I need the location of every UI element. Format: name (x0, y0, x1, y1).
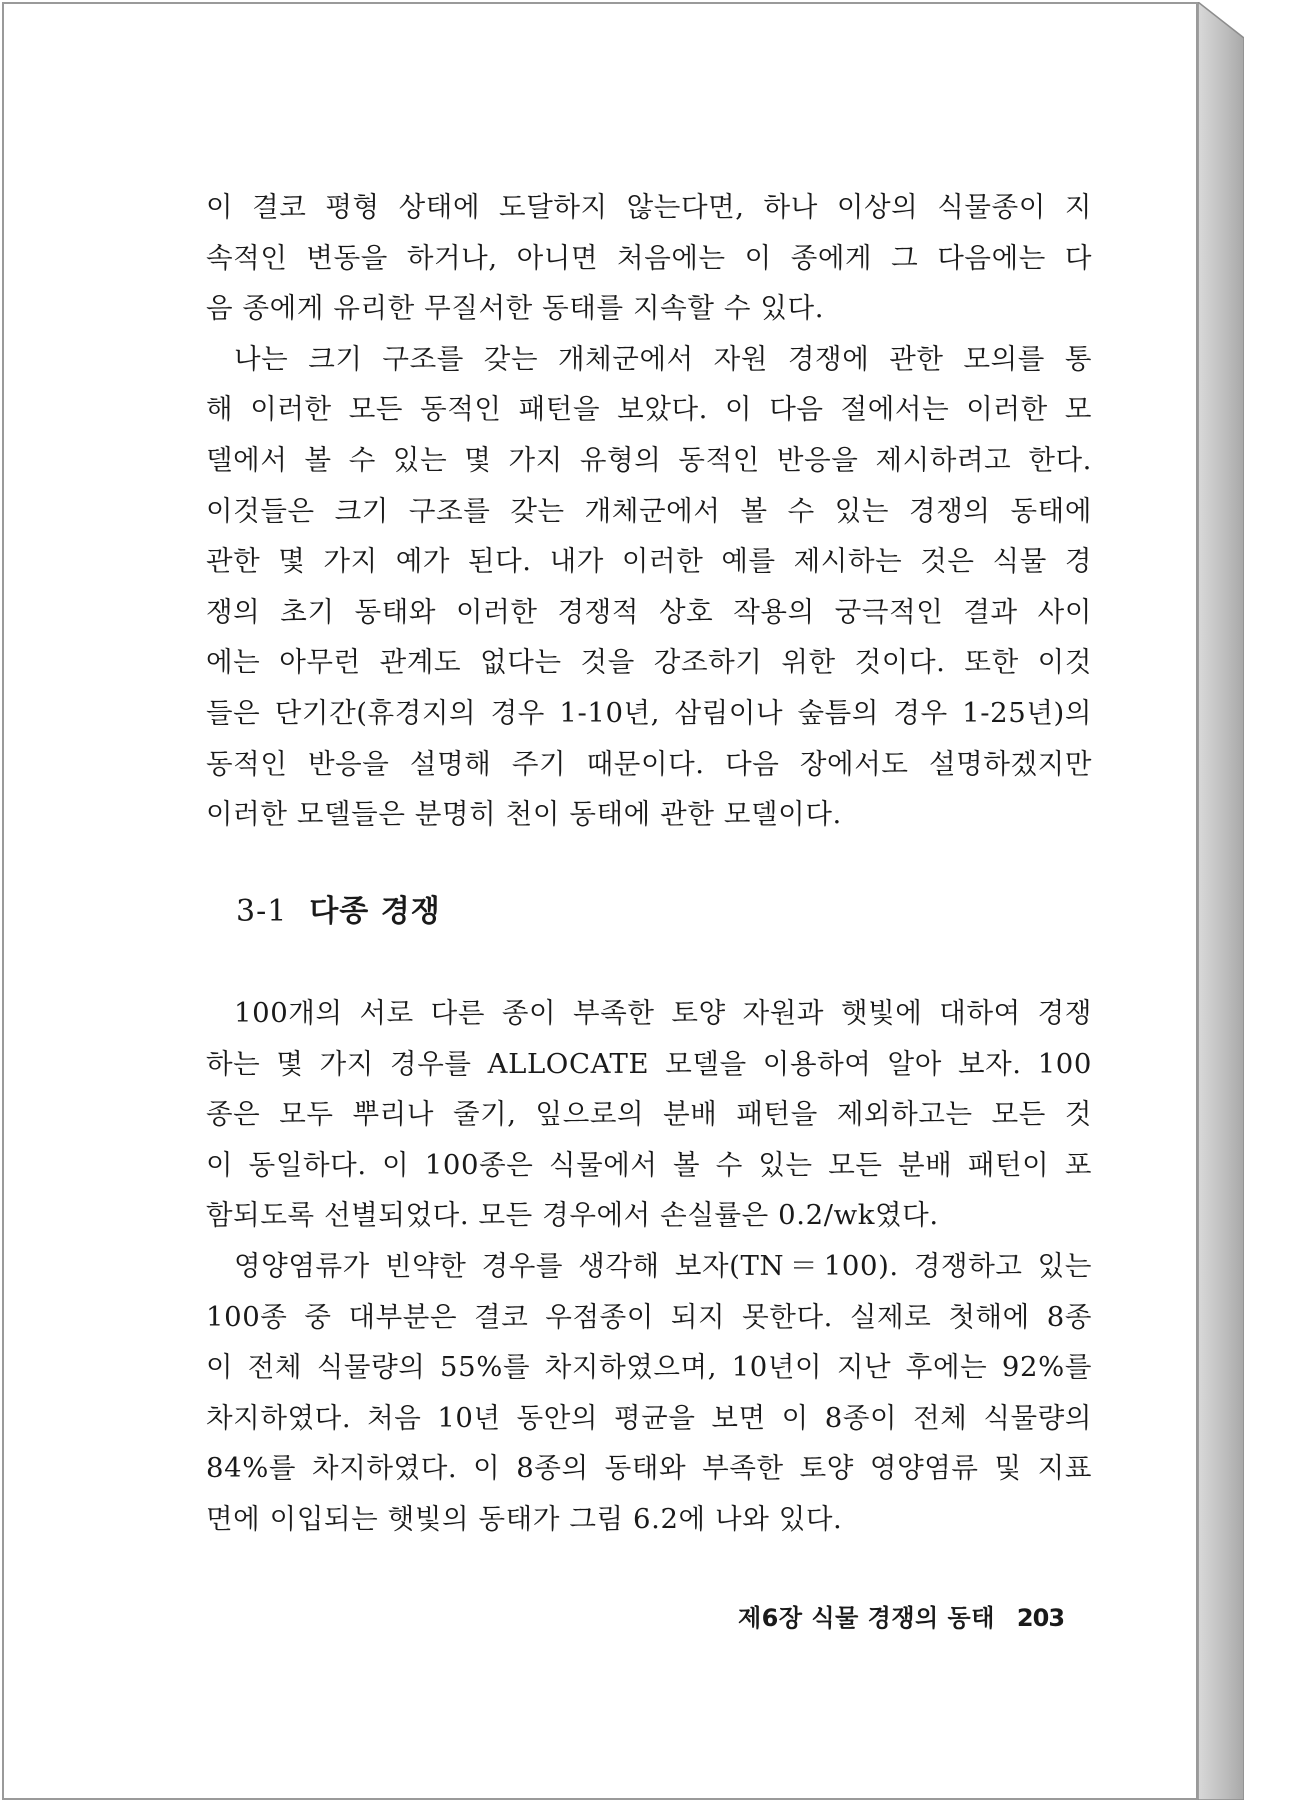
body-text-bottom (206, 988, 1092, 1545)
text-line: 이 동일하다. 이 100종은 식물에서 볼 수 있는 모든 분배 패턴이 포 (206, 1148, 1092, 1181)
text-line: 100개의 서로 다른 종이 부족한 토양 자원과 햇빛에 대하여 경쟁 (234, 997, 1092, 1029)
section-title: 다종 경쟁 (309, 894, 441, 929)
text-line: 하는 몇 가지 경우를 ALLOCATE 모델을 이용하여 알아 보자. 100 (206, 1047, 1092, 1080)
text-line: 들은 단기간(휴경지의 경우 1-10년, 삼림이나 숲틈의 경우 1-25년)의 (206, 696, 1092, 729)
text-line: 이 전체 식물량의 55%를 차지하였으며, 10년이 지난 후에는 92%를 (206, 1351, 1092, 1384)
text-line: 델에서 볼 수 있는 몇 가지 유형의 동적인 반응을 제시하려고 한다. (206, 443, 1092, 476)
text-line: 이것들은 크기 구조를 갖는 개체군에서 볼 수 있는 경쟁의 동태에 (206, 494, 1092, 527)
text-line: 종은 모두 뿌리나 줄기, 잎으로의 분배 패턴을 제외하고는 모든 것 (206, 1098, 1092, 1131)
paragraph-2 (206, 334, 1092, 840)
text-line: 차지하였다. 처음 10년 동안의 평균을 보면 이 8종이 전체 식물량의 (206, 1401, 1092, 1434)
paragraph-4 (206, 1241, 1092, 1545)
text-line: 에는 아무런 관계도 없다는 것을 강조하기 위한 것이다. 또한 이것 (206, 646, 1092, 679)
body-text-top (206, 182, 1092, 840)
paragraph-1 (206, 182, 1092, 334)
text-line: 관한 몇 가지 예가 된다. 내가 이러한 예를 제시하는 것은 식물 경 (206, 545, 1092, 578)
page-number: 203 (1016, 1604, 1065, 1632)
text-line: 음 종에게 유리한 무질서한 동태를 지속할 수 있다. (206, 292, 825, 325)
chapter-title: 제6장 식물 경쟁의 동태 (738, 1604, 995, 1632)
section-heading (236, 886, 441, 930)
text-line: 면에 이입되는 햇빛의 동태가 그림 6.2에 나와 있다. (206, 1502, 843, 1535)
paragraph-3 (206, 988, 1092, 1241)
text-line: 함되도록 선별되었다. 모든 경우에서 손실률은 0.2/wk였다. (206, 1199, 939, 1232)
running-footer (738, 1598, 1068, 1633)
text-line: 이러한 모델들은 분명히 천이 동태에 관한 모델이다. (206, 798, 842, 831)
text-line: 이 결코 평형 상태에 도달하지 않는다면, 하나 이상의 식물종이 지 (206, 191, 1092, 223)
text-line: 나는 크기 구조를 갖는 개체군에서 자원 경쟁에 관한 모의를 통 (234, 342, 1092, 375)
text-line: 동적인 반응을 설명해 주기 때문이다. 다음 장에서도 설명하겠지만 (206, 747, 1092, 780)
text-line: 영양염류가 빈약한 경우를 생각해 보자(TN＝100). 경쟁하고 있는 (234, 1249, 1092, 1282)
text-line: 쟁의 초기 동태와 이러한 경쟁적 상호 작용의 궁극적인 결과 사이 (206, 595, 1092, 628)
text-line: 84%를 차지하였다. 이 8종의 동태와 부족한 토양 영양염류 및 지표 (206, 1452, 1092, 1485)
text-line: 해 이러한 모든 동적인 패턴을 보았다. 이 다음 절에서는 이러한 모 (206, 393, 1092, 426)
text-line: 속적인 변동을 하거나, 아니면 처음에는 이 종에게 그 다음에는 다 (206, 241, 1092, 274)
section-number: 3-1 (236, 894, 288, 929)
page-edge-shadow (1198, 2, 1244, 1800)
text-line: 100종 중 대부분은 결코 우점종이 되지 못한다. 실제로 첫해에 8종 (206, 1300, 1092, 1333)
